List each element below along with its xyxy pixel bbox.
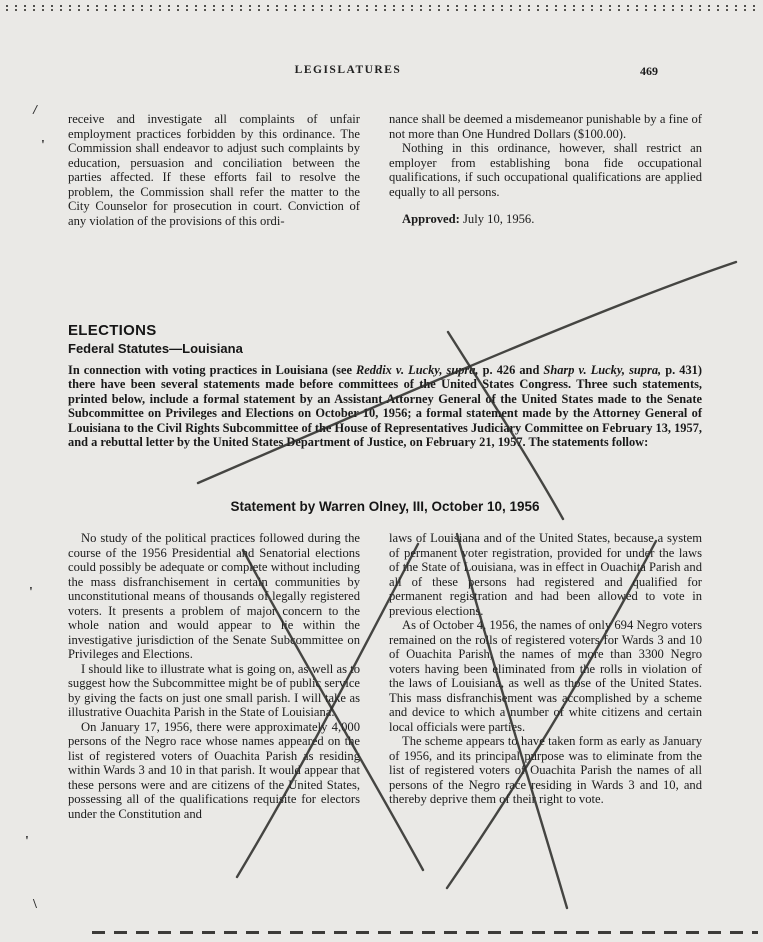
scan-artifact-top-edge	[6, 5, 756, 7]
margin-pen-mark: '	[41, 138, 45, 153]
intro-text-1: In connection with voting practices in Louisiana (see	[68, 363, 357, 377]
statement-right-column	[389, 531, 702, 807]
statement-paragraph: I should like to illustrate what is going on, as well as to suggest how the Subcommittee might be of public service by giving the facts on just one small parish. I will take as illustrative Ouachita Parish in the State of Louisiana.	[68, 661, 360, 719]
ordinance-paragraph-bona-fide: Nothing in this ordinance, however, shall restrict an employer from establishing bona fide occupational qualifications, if such occupational qualifications are applied equally to all persons.	[389, 141, 702, 199]
section-heading-elections: ELECTIONS	[68, 322, 157, 339]
scan-artifact-bottom-edge	[92, 931, 758, 934]
statement-paragraph: No study of the political practices followed during the course of the 1956 Presidential and Senatorial elections could possibly be adequate or complete without including the mass disfranchisement in certain communities by unconstitutional means of thousands of legally registered voters. It presents a problem of major concern to the whole nation and would appear to lie within the investigative jurisdiction of the Senate Subcommittee on Privileges and Elections.	[68, 531, 360, 661]
intro-text-2: p. 426 and	[478, 363, 544, 377]
ordinance-paragraph-penalty: nance shall be deemed a misdemeanor punishable by a fine of not more than One Hundred Dollars ($100.00).	[389, 112, 702, 141]
page-number: 469	[640, 64, 658, 78]
statement-heading: Statement by Warren Olney, III, October 10, 1956	[230, 499, 540, 514]
page-header	[68, 64, 700, 82]
ordinance-right-column	[389, 112, 702, 227]
statement-paragraph: The scheme appears to have taken form as early as January of 1956, and its principal purpose was to eliminate from the list of registered voters of Ouachita Parish the names of all persons of the Negro race residing in Wards 3 and 10, and thereby deprive them of their right to vote.	[389, 734, 702, 806]
section-subheading-federal-statutes: Federal Statutes—Louisiana	[68, 341, 243, 356]
statement-paragraph: On January 17, 1956, there were approximately 4,000 persons of the Negro race whose names appeared on the list of registered voters of Ouachita Parish as residing within Wards 3 and 10 in that parish. It would appear that these persons were and are citizens of the United States, possessing all of the qualifications requisite for electors under the Constitution and	[68, 719, 360, 821]
case-citation-sharp: Sharp v. Lucky, supra,	[543, 363, 662, 377]
scan-artifact-top-edge-row2	[6, 9, 756, 11]
margin-pen-mark: '	[25, 834, 29, 849]
intro-text-3: p. 431) there have been several statements made before committees of the United States Congress. Three such statements, printed below, include a formal statement by an Assistant Attorney General of the United States made to the Senate Subcommittee on Privileges and Elections on October 10, 1956; a formal statement made by the Attorney General of Louisiana to the Civil Rights Subcommittee of the House of Representatives Judiciary Committee on February 13, 1957, and a rebuttal letter by the United States Department of Justice, on February 21, 1957. The statements follow:	[68, 363, 702, 450]
approved-label: Approved:	[402, 212, 460, 226]
margin-pen-mark: /	[32, 102, 38, 119]
case-citation-reddix: Reddix v. Lucky, supra,	[356, 363, 479, 377]
margin-pen-mark: '	[29, 585, 33, 600]
ordinance-left-column	[68, 112, 360, 228]
statement-left-column	[68, 531, 360, 821]
statement-paragraph: laws of Louisiana and of the United States, because a system of permanent voter registration, provided for under the laws of the State of Louisiana, was in effect in Ouachita Parish and all of these persons had registered and qualified for permanent registration and had been allowed to vote in previous elections.	[389, 531, 702, 618]
elections-intro-paragraph	[68, 363, 702, 449]
running-header-title: LEGISLATURES	[294, 64, 402, 76]
approved-date: July 10, 1956.	[459, 212, 535, 226]
ordinance-paragraph-continuation: receive and investigate all complaints of unfair employment practices forbidden by this ordinance. The Commission shall endeavor to adjust such complaints by education, persuasion and conciliation between the parties affected. If these efforts fail to resolve the problem, the Commission shall refer the matter to the City Counselor for prosecution in court. Conviction of any violation of the provisions of this ordi-	[68, 112, 360, 228]
margin-pen-mark: \	[33, 897, 37, 912]
statement-paragraph: As of October 4, 1956, the names of only 694 Negro voters remained on the rolls of registered voters for Wards 3 and 10 of Ouachita Parish, the names of more than 3300 Negro voters having been eliminated from the rolls in violation of the laws of Louisiana, as well as those of the United States. This mass disfranchisement was accomplished by a scheme and device to which a number of white citizens and certain local officials were parties.	[389, 618, 702, 734]
approved-line	[389, 212, 702, 227]
